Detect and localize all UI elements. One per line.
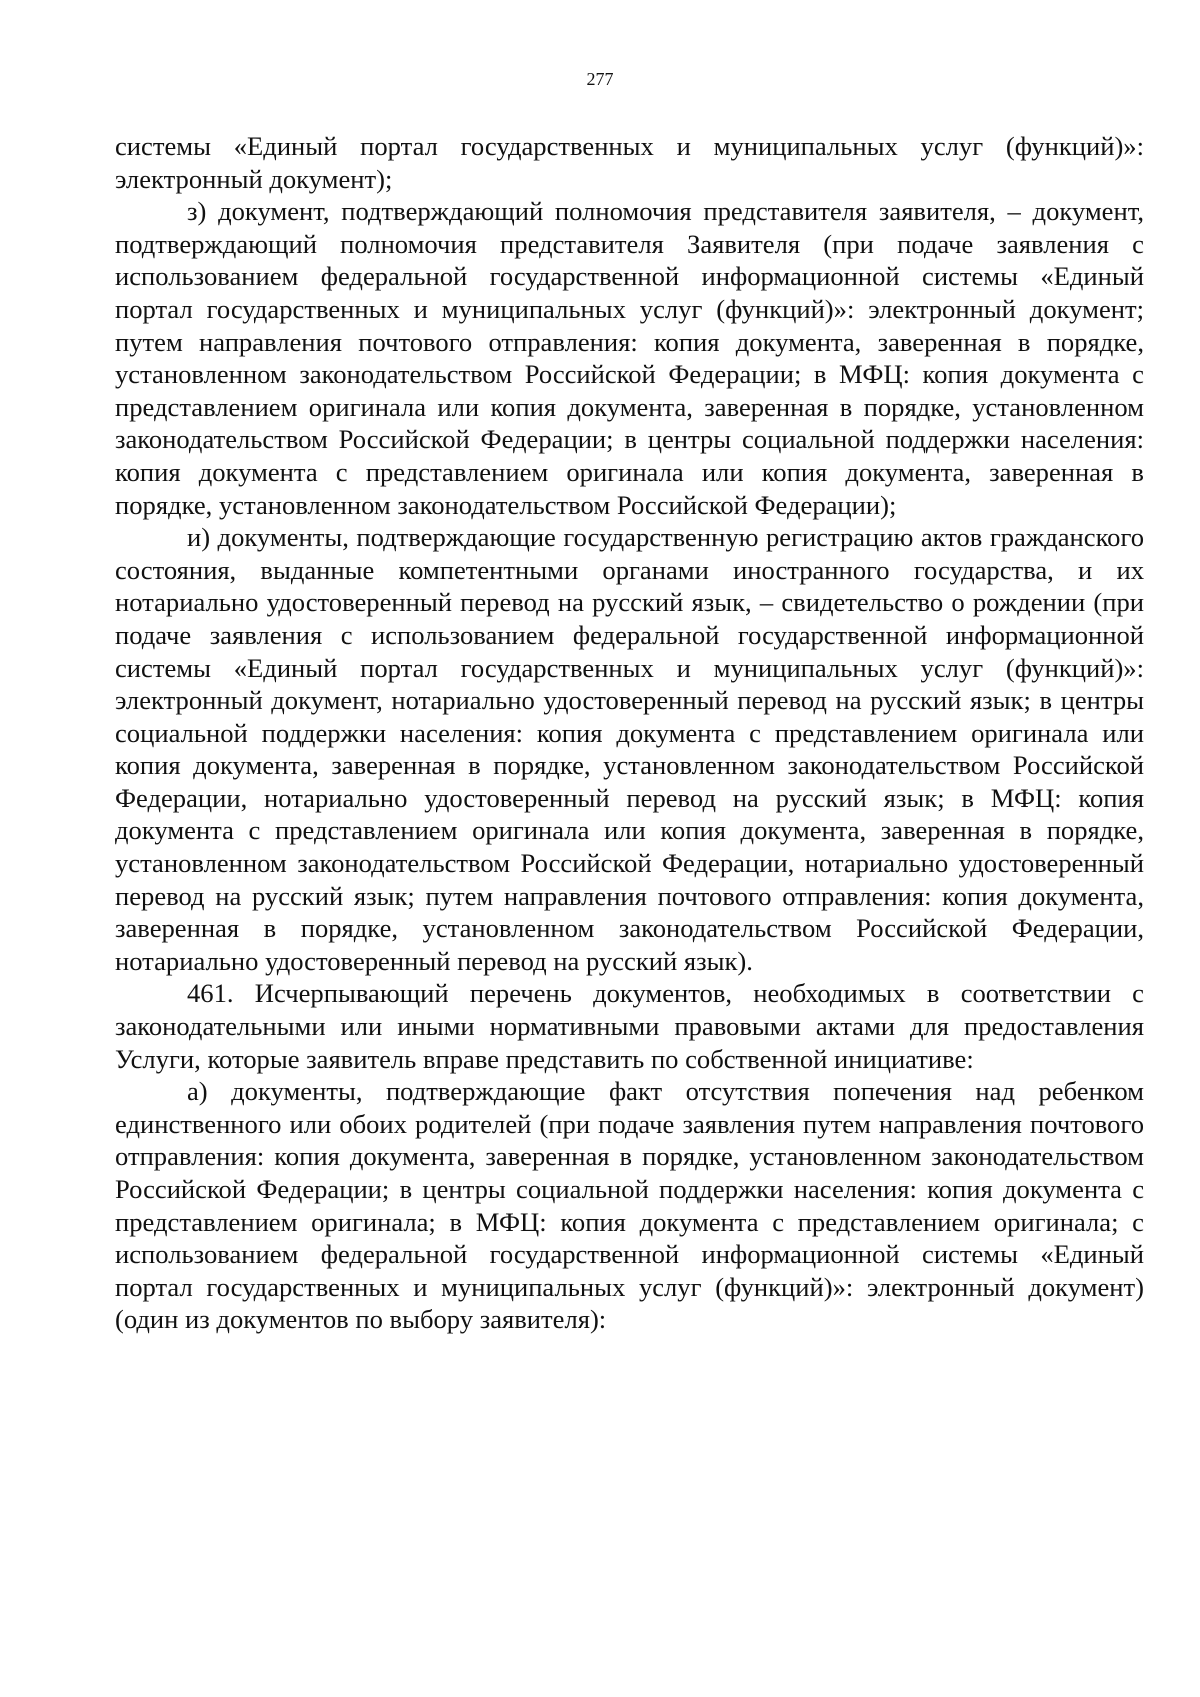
paragraph-continuation: системы «Единый портал государственных и муниципальных услуг (функций)»: электронный документ); bbox=[115, 131, 1144, 194]
paragraph-item-z: з) документ, подтверждающий полномочия представителя заявителя, – документ, подтверждающий полномочия представителя Заявителя (при подаче заявления с использованием федеральной государственной информационной системы «Единый портал государственных и муниципальных услуг (функций)»: электронный документ; путем направления почтового отправления: копия документа, заверенная в порядке, установленном законодательством Российской Федерации; в МФЦ: копия документа с представлением оригинала или копия документа, заверенная в порядке, установленном законодательством Российской Федерации; в центры социальной поддержки населения: копия документа с представлением оригинала или копия документа, заверенная в порядке, установленном законодательством Российской Федерации); bbox=[115, 196, 1144, 520]
paragraph-section-461: 461. Исчерпывающий перечень документов, необходимых в соответствии с законодательными или иными нормативными правовыми актами для предоставления Услуги, которые заявитель вправе представить по собственной инициативе: bbox=[115, 978, 1144, 1074]
document-body bbox=[115, 130, 1144, 1336]
paragraph-item-i: и) документы, подтверждающие государственную регистрацию актов гражданского состояния, выданные компетентными органами иностранного государства, и их нотариально удостоверенный перевод на русский язык, – свидетельство о рождении (при подаче заявления с использованием федеральной государственной информационной системы «Единый портал государственных и муниципальных услуг (функций)»: электронный документ, нотариально удостоверенный перевод на русский язык; в центры социальной поддержки населения: копия документа с представлением оригинала или копия документа, заверенная в порядке, установленном законодательством Российской Федерации, нотариально удостоверенный перевод на русский язык; в МФЦ: копия документа с представлением оригинала или копия документа, заверенная в порядке, установленном законодательством Российской Федерации, нотариально удостоверенный перевод на русский язык; путем направления почтового отправления: копия документа, заверенная в порядке, установленном законодательством Российской Федерации, нотариально удостоверенный перевод на русский язык). bbox=[115, 522, 1144, 976]
page-number: 277 bbox=[586, 69, 614, 89]
paragraph-item-a: а) документы, подтверждающие факт отсутствия попечения над ребенком единственного или обоих родителей (при подаче заявления путем направления почтового отправления: копия документа, заверенная в порядке, установленном законодательством Российской Федерации; в центры социальной поддержки населения: копия документа с представлением оригинала; в МФЦ: копия документа с представлением оригинала; с использованием федеральной государственной информационной системы «Единый портал государственных и муниципальных услуг (функций)»: электронный документ) (один из документов по выбору заявителя): bbox=[115, 1076, 1144, 1335]
